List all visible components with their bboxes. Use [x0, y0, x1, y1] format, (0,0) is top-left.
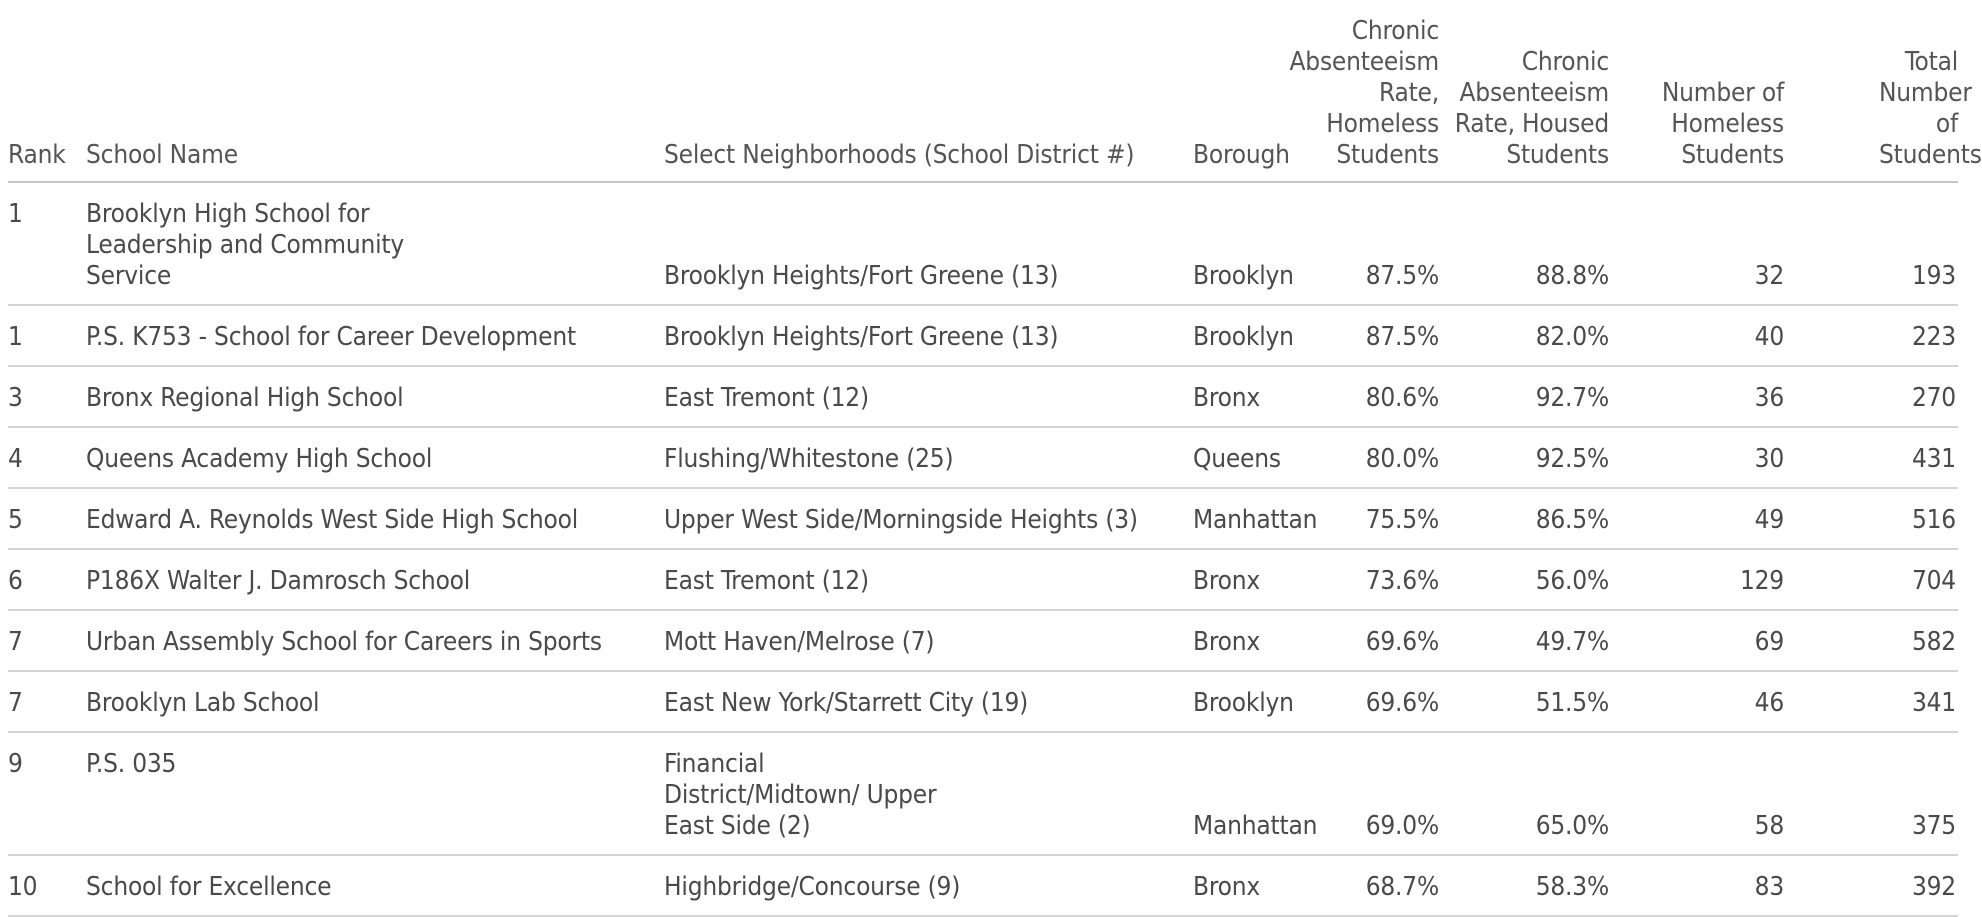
- table-row: [8, 366, 1958, 427]
- cell-housed-rate: 92.5%: [1439, 427, 1609, 488]
- header-row: [8, 16, 1958, 182]
- cell-rank: 1: [8, 305, 86, 366]
- cell-homeless-rate: 69.6%: [1321, 671, 1439, 732]
- table-row: [8, 549, 1958, 610]
- cell-borough: Queens: [1189, 427, 1321, 488]
- cell-housed-rate: 51.5%: [1439, 671, 1609, 732]
- cell-rank: 1: [8, 182, 86, 305]
- cell-neighborhood: Brooklyn Heights/Fort Greene (13): [664, 305, 1189, 366]
- cell-homeless-count: 46: [1609, 671, 1784, 732]
- cell-housed-rate: 49.7%: [1439, 610, 1609, 671]
- cell-homeless-count: 36: [1609, 366, 1784, 427]
- table-row: [8, 855, 1958, 916]
- cell-homeless-rate: 87.5%: [1321, 182, 1439, 305]
- table-row: [8, 610, 1958, 671]
- table-row: [8, 305, 1958, 366]
- cell-borough: Bronx: [1189, 549, 1321, 610]
- cell-school: Edward A. Reynolds West Side High School: [86, 488, 664, 549]
- header-housed-rate: Chronic Absenteeism Rate, Housed Students: [1439, 16, 1609, 182]
- cell-housed-rate: 88.8%: [1439, 182, 1609, 305]
- cell-total-count: 516: [1784, 488, 1958, 549]
- cell-borough: Bronx: [1189, 366, 1321, 427]
- cell-school: P.S. K753 - School for Career Development: [86, 305, 664, 366]
- cell-total-count: 341: [1784, 671, 1958, 732]
- cell-borough: Bronx: [1189, 610, 1321, 671]
- cell-homeless-rate: 69.6%: [1321, 610, 1439, 671]
- cell-housed-rate: 58.3%: [1439, 855, 1609, 916]
- header-homeless-count: Number of Homeless Students: [1609, 16, 1784, 182]
- cell-homeless-count: 49: [1609, 488, 1784, 549]
- cell-rank: 5: [8, 488, 86, 549]
- cell-total-count: 270: [1784, 366, 1958, 427]
- table-row: [8, 488, 1958, 549]
- table-row: [8, 732, 1958, 855]
- cell-school: Bronx Regional High School: [86, 366, 664, 427]
- table-row: [8, 671, 1958, 732]
- cell-neighborhood: Financial District/Midtown/ Upper East Side (2): [664, 732, 1189, 855]
- cell-total-count: 704: [1784, 549, 1958, 610]
- cell-neighborhood: East Tremont (12): [664, 549, 1189, 610]
- cell-homeless-count: 83: [1609, 855, 1784, 916]
- cell-neighborhood: Flushing/Whitestone (25): [664, 427, 1189, 488]
- cell-homeless-count: 32: [1609, 182, 1784, 305]
- cell-rank: 7: [8, 671, 86, 732]
- cell-school: P.S. 035: [86, 732, 664, 855]
- cell-school: Brooklyn High School for Leadership and Community Service: [86, 182, 664, 305]
- header-total-count: Total Number of Students: [1784, 16, 1958, 182]
- cell-housed-rate: 65.0%: [1439, 732, 1609, 855]
- cell-school: P186X Walter J. Damrosch School: [86, 549, 664, 610]
- cell-rank: 3: [8, 366, 86, 427]
- cell-borough: Manhattan: [1189, 732, 1321, 855]
- cell-rank: 10: [8, 855, 86, 916]
- cell-total-count: 582: [1784, 610, 1958, 671]
- cell-homeless-count: 58: [1609, 732, 1784, 855]
- cell-housed-rate: 92.7%: [1439, 366, 1609, 427]
- cell-homeless-rate: 68.7%: [1321, 855, 1439, 916]
- cell-total-count: 375: [1784, 732, 1958, 855]
- cell-school: School for Excellence: [86, 855, 664, 916]
- cell-homeless-count: 30: [1609, 427, 1784, 488]
- cell-neighborhood: East New York/Starrett City (19): [664, 671, 1189, 732]
- table-header: [8, 16, 1982, 182]
- header-rank: Rank: [8, 16, 86, 182]
- cell-rank: 6: [8, 549, 86, 610]
- cell-total-count: 431: [1784, 427, 1958, 488]
- cell-homeless-rate: 75.5%: [1321, 488, 1439, 549]
- cell-homeless-rate: 80.6%: [1321, 366, 1439, 427]
- cell-rank: 4: [8, 427, 86, 488]
- absenteeism-table: [8, 16, 1982, 917]
- table-body: [8, 182, 1958, 916]
- cell-school: Queens Academy High School: [86, 427, 664, 488]
- cell-homeless-count: 40: [1609, 305, 1784, 366]
- cell-borough: Brooklyn: [1189, 182, 1321, 305]
- cell-rank: 9: [8, 732, 86, 855]
- cell-homeless-rate: 73.6%: [1321, 549, 1439, 610]
- cell-homeless-count: 69: [1609, 610, 1784, 671]
- cell-homeless-count: 129: [1609, 549, 1784, 610]
- cell-school: Brooklyn Lab School: [86, 671, 664, 732]
- cell-neighborhood: Highbridge/Concourse (9): [664, 855, 1189, 916]
- header-school-name: School Name: [86, 16, 664, 182]
- table-row: [8, 427, 1958, 488]
- cell-neighborhood: Brooklyn Heights/Fort Greene (13): [664, 182, 1189, 305]
- cell-housed-rate: 82.0%: [1439, 305, 1609, 366]
- cell-total-count: 392: [1784, 855, 1958, 916]
- cell-homeless-rate: 69.0%: [1321, 732, 1439, 855]
- cell-housed-rate: 86.5%: [1439, 488, 1609, 549]
- cell-housed-rate: 56.0%: [1439, 549, 1609, 610]
- cell-rank: 7: [8, 610, 86, 671]
- cell-homeless-rate: 87.5%: [1321, 305, 1439, 366]
- cell-neighborhood: East Tremont (12): [664, 366, 1189, 427]
- cell-borough: Brooklyn: [1189, 671, 1321, 732]
- cell-school: Urban Assembly School for Careers in Sports: [86, 610, 664, 671]
- header-homeless-rate: Chronic Absenteeism Rate, Homeless Students: [1321, 16, 1439, 182]
- table-row: [8, 182, 1958, 305]
- header-borough: Borough: [1189, 16, 1321, 182]
- cell-homeless-rate: 80.0%: [1321, 427, 1439, 488]
- cell-neighborhood: Mott Haven/Melrose (7): [664, 610, 1189, 671]
- cell-borough: Manhattan: [1189, 488, 1321, 549]
- cell-neighborhood: Upper West Side/Morningside Heights (3): [664, 488, 1189, 549]
- header-neighborhood: Select Neighborhoods (School District #): [664, 16, 1189, 182]
- cell-total-count: 223: [1784, 305, 1958, 366]
- cell-borough: Brooklyn: [1189, 305, 1321, 366]
- cell-total-count: 193: [1784, 182, 1958, 305]
- cell-borough: Bronx: [1189, 855, 1321, 916]
